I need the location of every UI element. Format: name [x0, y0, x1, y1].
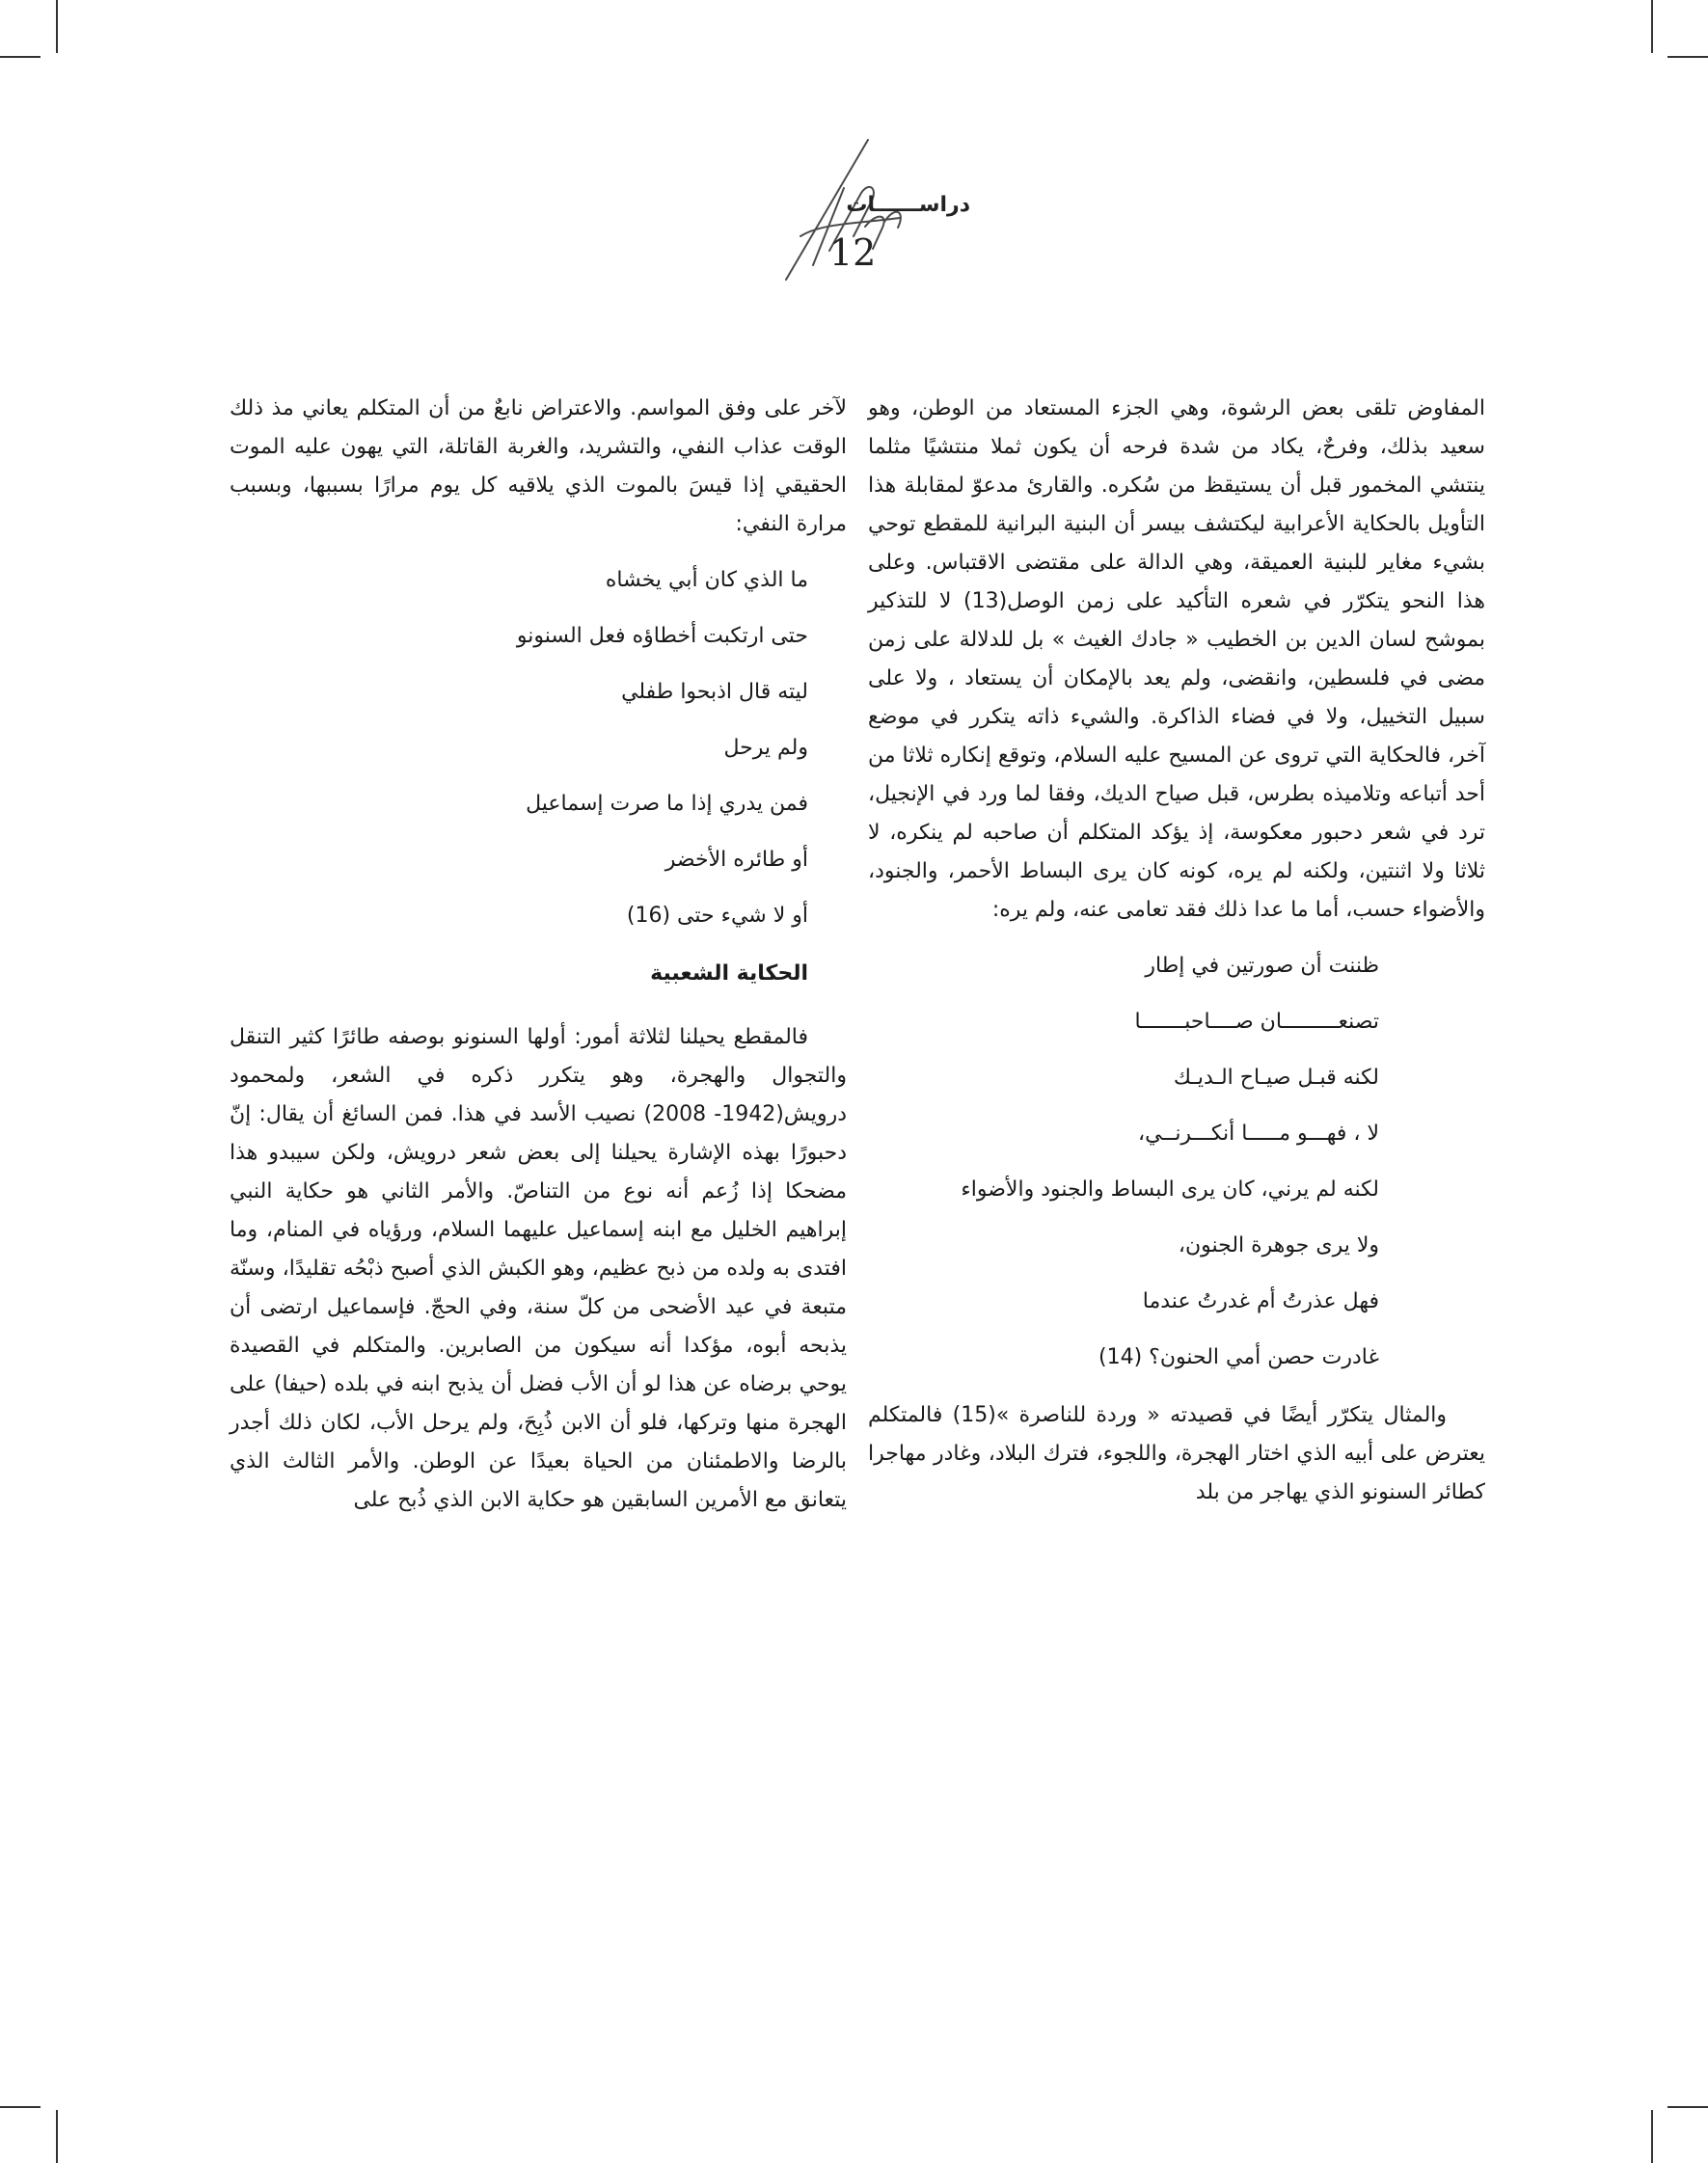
crop-mark-top-right-v	[1651, 0, 1653, 53]
crop-mark-bottom-left-v	[56, 2110, 58, 2163]
poem-line: غادرت حصن أمي الحنون؟ (14)	[1098, 1345, 1379, 1369]
poem-line: ولا يرى جوهرة الجنون،	[1178, 1233, 1379, 1257]
crop-mark-top-left-h	[0, 56, 41, 58]
section-label: دراســــــات	[846, 193, 970, 217]
crop-mark-bottom-left-h	[0, 2106, 41, 2108]
crop-mark-top-left-v	[56, 0, 58, 53]
poem-line: لكنه قبـل صيـاح الـديـك	[1173, 1066, 1379, 1090]
poem-line: ما الذي كان أبي يخشاه	[605, 568, 808, 592]
right-poem	[868, 949, 1485, 1375]
right-column	[868, 390, 1485, 1512]
poem-line: أو لا شيء حتى (16)	[626, 904, 808, 928]
left-paragraph-1: لآخر على وفق المواسم. والاعتراض نابعٌ من أن المتكلم يعاني مذ ذلك الوقت عذاب النفي، والتشريد، والغربة القاتلة، التي يهون عليه الموت الحقيقي إذا قيسَ بالموت الذي يلاقيه كل يوم مرارًا بسببها، وبسبب مرارة النفي:	[230, 396, 847, 536]
right-paragraph-1: المفاوض تلقى بعض الرشوة، وهي الجزء المستعاد من الوطن، وهو سعيد بذلك، وفرحٌ، يكاد من شدة فرحه أن يكون ثملا منتشيًا مثلما ينتشي المخمور قبل أن يستيقظ من سُكره. والقارئ مدعوّ لمقابلة هذا التأويل بالحكاية الأعرابية ليكتشف بيسر أن البنية البرانية للمقطع توحي بشيء مغاير للبنية العميقة، وهي الدالة على مقتضى الاقتباس. وعلى هذا النحو يتكرّر في شعره التأكيد على زمن الوصل(13) لا للتذكير بموشح لسان الدين بن الخطيب « جادك الغيث » بل للدلالة على زمن مضى في فلسطين، وانقضى، ولم يعد بالإمكان أن يستعاد ، ولا على سبيل التخييل، ولا في فضاء الذاكرة. والشيء ذاته يتكرر في موضع آخر، فالحكاية التي تروى عن المسيح عليه السلام، وتوقع إنكاره ثلاثا من أحد أتباعه وتلاميذه بطرس، قبل صياح الديك، وفقا لما ورد في الإنجيل، ترد في شعر دحبور معكوسة، إذ يؤكد المتكلم أن صاحبه لم ينكره، لا ثلاثا ولا اثنتين، ولكنه لم يره، كونه كان يرى البساط الأحمر، والجنود، والأضواء حسب، أما ما عدا ذلك فقد تعامى عنه، ولم يره:	[868, 396, 1485, 922]
poem-line: ظننت أن صورتين في إطار	[1145, 954, 1379, 978]
poem-line: حتى ارتكبت أخطاؤه فعل السنونو	[516, 624, 808, 648]
poem-line: ولم يرحل	[723, 736, 808, 760]
poem-line: فهل عذرتُ أم غدرتُ عندما	[1142, 1289, 1379, 1313]
poem-line: لا ، فهـــو مـــــا أنكـــرنــي،	[1137, 1122, 1379, 1146]
poem-line: لكنه لم يرني، كان يرى البساط والجنود والأضواء	[961, 1177, 1379, 1202]
right-paragraph-2: والمثال يتكرّر أيضًا في قصيدته « وردة للناصرة »(15) فالمتكلم يعترض على أبيه الذي اختار الهجرة، واللجوء، فترك البلاد، وغادر مهاجرا كطائر السنونو الذي يهاجر من بلد	[868, 1403, 1485, 1504]
left-paragraph-2: فالمقطع يحيلنا لثلاثة أمور: أولها السنونو بوصفه طائرًا كثير التنقل والتجوال والهجرة، وهو يتكرر ذكره في الشعر، ولمحمود درويش(1942- 2008) نصيب الأسد في هذا. فمن السائغ أن يقال: إنّ دحبورًا بهذه الإشارة يحيلنا إلى بعض شعر درويش، ولكن سيبدو هذا مضحكا إذا زُعم أنه نوع من التناصّ. والأمر الثاني هو حكاية النبي إبراهيم الخليل مع ابنه إسماعيل عليهما السلام، ورؤياه في المنام، وما افتدى به ولده من ذبح عظيم، وهو الكبش الذي أصبح ذبْحُه تقليدًا، وسنّة متبعة في عيد الأضحى من كلّ سنة، وفي الحجّ. فإسماعيل ارتضى أن يذبحه أبوه، مؤكدا أنه سيكون من الصابرين. والمتكلم في القصيدة يوحي برضاه عن هذا لو أن الأب فضل أن يذبح ابنه في بلده (حيفا) على الهجرة منها وتركها، فلو أن الابن ذُبِحَ، ولم يرحل الأب، لكان ذلك أجدر بالرضا والاطمئنان من الحياة بعيدًا عن الوطن. والأمر الثالث الذي يتعانق مع الأمرين السابقين هو حكاية الابن الذي ذُبح على	[230, 1025, 848, 1512]
poem-line: فمن يدري إذا ما صرت إسماعيل	[526, 792, 808, 816]
crop-mark-bottom-right-h	[1667, 2106, 1708, 2108]
left-poem	[230, 563, 847, 933]
left-column	[230, 390, 847, 1520]
crop-mark-top-right-h	[1667, 56, 1708, 58]
crop-mark-bottom-right-v	[1651, 2110, 1653, 2163]
running-header	[0, 135, 1708, 289]
poem-line: ليته قال اذبحوا طفلي	[621, 680, 808, 704]
poem-line: أو طائره الأخضر	[664, 848, 808, 872]
page-number: 12	[829, 231, 877, 274]
poem-line: تصنعـــــــــان صــــاحبـــــــا	[1134, 1010, 1379, 1034]
section-subheading: الحكاية الشعبية	[650, 961, 808, 986]
